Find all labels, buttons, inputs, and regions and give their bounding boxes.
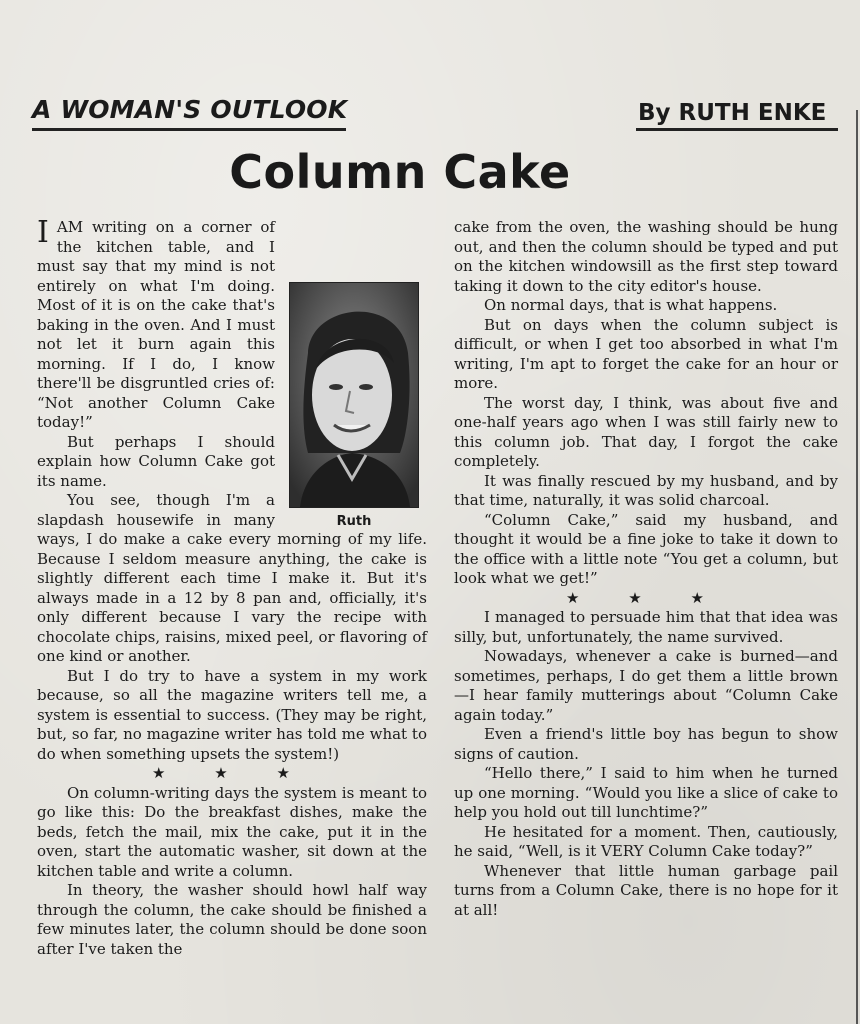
paragraph: On column-writing days the system is meant to go like this: Do the breakfast dishes, make the beds, fetch the mail, mix the cake, put it in the oven, start the automatic washer, sit down at the kitchen table and write a column.	[37, 783, 427, 880]
article-title: Column Cake	[229, 145, 571, 199]
paragraph: The worst day, I think, was about five and one-half years ago when I was still fairly new to this column job. That day, I forgot the cake completely.	[454, 393, 838, 470]
paragraph: But I do try to have a system in my work because, so all the magazine writers tell me, a system is essential to success. (They may be right, but, so far, no magazine writer has told me what to do when something upsets the system!)	[37, 666, 427, 763]
paragraph: cake from the oven, the washing should be hung out, and then the column should be typed and put on the kitchen windowsill as the first step toward taking it down to the city editor's house.	[454, 218, 838, 295]
paragraph: He hesitated for a moment. Then, cautiously, he said, “Well, is it VERY Column Cake today?”	[454, 822, 838, 860]
author-portrait-illustration	[290, 283, 418, 507]
paragraph: “Column Cake,” said my husband, and thought it would be a fine joke to take it down to the office with a little note “You get a column, but look what we get!”	[454, 510, 838, 587]
paragraph: But perhaps I should explain how Column Cake got its name.	[37, 432, 275, 490]
paragraph: On normal days, that is what happens.	[484, 296, 778, 314]
section-heading: A WOMAN'S OUTLOOK	[32, 95, 348, 124]
article-column-2	[454, 218, 838, 920]
author-photo-block	[289, 282, 419, 529]
drop-cap: I	[37, 215, 49, 250]
paragraph: In theory, the washer should howl half way through the column, the cake should be finished a few minutes later, the column should be done soon after I've taken the	[37, 881, 427, 958]
paragraph: You see, though I'm a slapdash housewife in many ways, I do make a cake every morning of my life. Because I seldom measure anything, the cake is slightly different each time I make it. But it's always made in a 12 by 8 pan and, officially, it's only different because I vary the recipe with chocolate chips, raisins, mixed peel, or flavoring of one kind or another.	[37, 491, 427, 665]
author-photo	[289, 282, 419, 508]
paragraph: Even a friend's little boy has begun to show signs of caution.	[454, 725, 838, 763]
byline: By RUTH ENKE	[638, 100, 827, 126]
column-edge-rule	[856, 110, 858, 1024]
paragraph: Nowadays, whenever a cake is burned—and sometimes, perhaps, I do get them a little brown—I hear family mutterings about “Column Cake again today.”	[454, 647, 838, 724]
byline-underline	[636, 128, 838, 131]
section-break-stars: ★ ★ ★	[152, 764, 312, 782]
paragraph: “Hello there,” I said to him when he turned up one morning. “Would you like a slice of cake to help you hold out till lunchtime?”	[454, 764, 838, 821]
paragraph-text: AM writing on a corner of the kitchen table, and I must say that my mind is not entirely on what I'm doing. Most of it is on the cake that's baking in the oven. And I must not let it burn again this morning. If I do, I know there'll be disgruntled cries of: “Not another Column Cake today!”	[37, 218, 275, 431]
section-heading-underline	[32, 128, 346, 131]
article-column-1	[37, 215, 427, 959]
section-break-stars: ★ ★ ★	[566, 588, 726, 607]
paragraph: It was finally rescued by my husband, and by that time, naturally, it was solid charcoal.	[454, 471, 838, 509]
photo-caption: Ruth	[336, 514, 372, 529]
paragraph: I managed to persuade him that that idea was silly, but, unfortunately, the name survived.	[454, 608, 838, 646]
paragraph: But on days when the column subject is difficult, or when I get too absorbed in what I'm writing, I'm apt to forget the cake for an hour or more.	[454, 315, 838, 392]
paragraph: Whenever that little human garbage pail turns from a Column Cake, there is no hope for it at all!	[454, 861, 838, 919]
